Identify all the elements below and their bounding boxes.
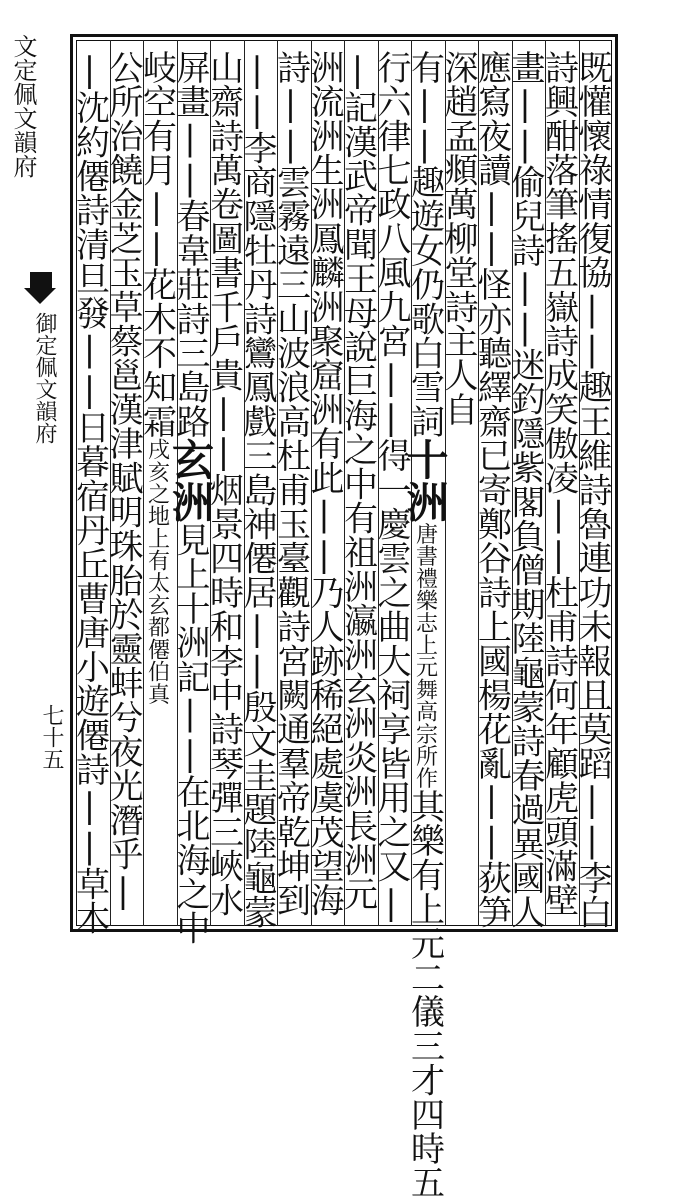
- text-column: [471, 50, 512, 930]
- page-margin: [0, 0, 62, 963]
- text-run: 見上十洲記|: [170, 522, 210, 734]
- text-column: [371, 50, 411, 923]
- text-run: |怪亦聽繹齋已寄鄭谷詩上國楊花亂|: [471, 227, 512, 821]
- text-column: [505, 50, 545, 930]
- text-run: 山齋詩萬卷圖書千戶貴|: [203, 50, 244, 433]
- text-run: 既懽懷祿情復協|: [572, 50, 612, 330]
- text-column: [438, 50, 478, 915]
- text-run: 其樂有上元二儀三才四時五: [404, 789, 445, 1199]
- text-run: |烟景四時和李中詩琴彈三峽水: [203, 432, 244, 918]
- text-run: |杜甫詩何年顧虎頭滿壁: [538, 534, 579, 918]
- text-column: [337, 50, 378, 915]
- text-run: |趣王維詩魯連功未報且莫蹈|: [572, 329, 612, 821]
- text-run: 深趙孟頫萬柳堂詩主人自: [438, 50, 478, 427]
- text-run: |迷釣隱紫閣負僧期陸龜蒙詩春過異國人: [505, 307, 545, 930]
- text-run: |草木: [69, 826, 110, 936]
- annotation-note: 唐書禮樂志上元舞高宗所作: [412, 522, 438, 790]
- text-column: [538, 50, 579, 918]
- text-column: [572, 50, 612, 930]
- text-column: [166, 50, 215, 946]
- text-column: [400, 50, 450, 1199]
- text-run: |花木不知霜: [136, 227, 177, 439]
- text-column: [69, 50, 110, 936]
- text-column: [136, 50, 177, 915]
- text-run: 屏畫|: [170, 50, 210, 159]
- text-run: |偷兒詩|: [505, 124, 545, 308]
- entry-heading: 玄洲: [166, 438, 215, 523]
- text-column: [103, 50, 143, 915]
- text-run: 有|: [404, 50, 445, 125]
- text-run: |趣遊女仍歌白雪詞: [404, 124, 445, 439]
- text-run: |沈約僊詩清旦發|: [69, 50, 110, 370]
- text-column: [237, 50, 277, 930]
- text-run: 詩|: [270, 50, 311, 125]
- text-column: [304, 50, 344, 918]
- fishtail-mark-point: [24, 288, 56, 304]
- header-fragment: 文定佩文韻府: [9, 34, 37, 178]
- entry-heading: 十洲: [400, 438, 450, 523]
- text-run: 應寫夜讀|: [471, 50, 512, 227]
- text-run: |記漢武帝聞王母說巨海之中有祖洲瀛洲玄洲炎洲長洲元: [337, 50, 378, 911]
- text-run: |春韋莊詩三島路: [170, 158, 210, 439]
- text-run: 畫|: [505, 50, 545, 125]
- text-run: |在北海之中: [170, 733, 210, 946]
- text-run: 洲流洲生洲鳳麟洲聚窟洲有此|: [304, 50, 344, 535]
- page-number: 七十五: [39, 704, 64, 770]
- book-title: 御定佩文韻府: [32, 312, 57, 444]
- text-run: |: [237, 50, 277, 91]
- text-run: |日暮宿丹丘曹唐小遊僊詩|: [69, 369, 110, 827]
- text-run: |荻笋: [471, 820, 512, 930]
- text-run: |得一慶雲之曲大祠享皆用之又|: [371, 398, 411, 923]
- text-run: |殷文圭題陸龜蒙: [237, 649, 277, 930]
- text-run: 詩興酣落筆搖五嶽詩成笑傲凌|: [538, 50, 579, 535]
- text-run: |李白: [572, 820, 612, 930]
- text-run: |乃人跡稀絕處虞茂望海: [304, 534, 344, 918]
- text-run: 行六律七政八風九宮|: [371, 50, 411, 398]
- text-column: [203, 50, 244, 918]
- annotation-note: 戌亥之地上有太玄都僊伯真: [144, 438, 170, 705]
- text-column: [270, 50, 311, 918]
- text-run: 公所治饒金芝玉草蔡邕漢津賦明珠胎於靈蚌兮夜光潛乎|: [103, 50, 143, 911]
- text-run: 岐空有月|: [136, 50, 177, 227]
- text-run: |李商隱牡丹詩鸞鳳戲三島神僊居|: [237, 90, 277, 650]
- text-run: |雲霧遠三山波浪高杜甫玉臺觀詩宮闕通羣帝乾坤到: [270, 124, 311, 918]
